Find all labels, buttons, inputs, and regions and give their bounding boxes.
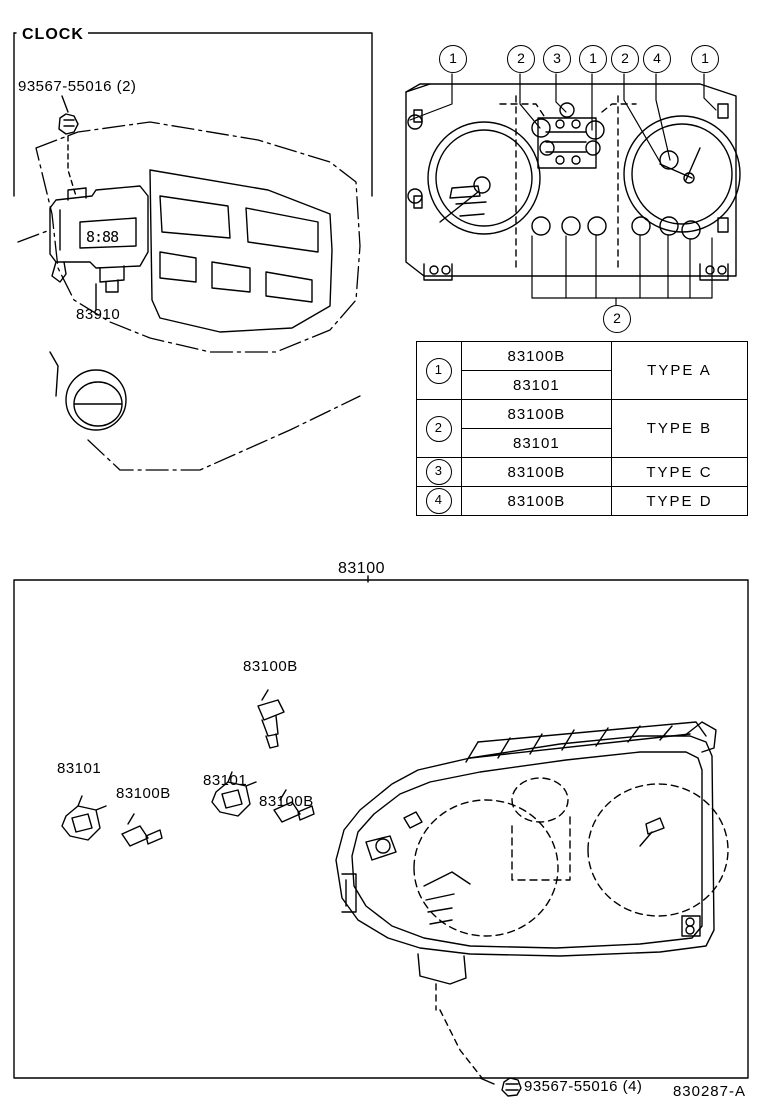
table-row xyxy=(417,400,748,429)
callout-3: 3 xyxy=(543,45,571,73)
clock-lcd-display: 8:88 xyxy=(86,228,119,246)
clock-section-title: CLOCK xyxy=(18,26,88,44)
table-part-number: 83101 xyxy=(461,371,611,400)
table-row-number: 3 xyxy=(417,458,462,487)
table-part-number: 83100B xyxy=(461,458,611,487)
figure-code: 830287-A xyxy=(672,1083,746,1100)
bulb-top-label: 83100B xyxy=(243,658,298,675)
callout-1-a: 1 xyxy=(439,45,467,73)
callout-4: 4 xyxy=(643,45,671,73)
table-row-number: 1 xyxy=(417,342,462,400)
cluster-assembly-label: 83100 xyxy=(338,560,385,577)
table-part-number: 83101 xyxy=(461,429,611,458)
table-type: TYPE D xyxy=(611,487,747,516)
table-part-number: 83100B xyxy=(461,487,611,516)
table-row xyxy=(417,487,748,516)
table-row xyxy=(417,458,748,487)
clock-part-label: 83910 xyxy=(76,306,121,323)
socket-mid-label: 83101 xyxy=(203,772,248,789)
bulb-left-label: 83100B xyxy=(116,785,171,802)
socket-left-label: 83101 xyxy=(57,760,102,777)
cluster-housing xyxy=(336,722,728,1084)
lower-section-frame xyxy=(14,580,748,1078)
clock-screw xyxy=(59,96,78,196)
table-type: TYPE A xyxy=(611,342,747,400)
cluster-screw-label: 93567-55016 (4) xyxy=(524,1078,643,1095)
callout-2-bottom: 2 xyxy=(603,305,631,333)
dash-panel-inner xyxy=(150,170,332,332)
table-row-number: 2 xyxy=(417,400,462,458)
bulb-socket-markers xyxy=(408,103,700,239)
type-reference-table xyxy=(416,341,748,516)
table-row-number: 4 xyxy=(417,487,462,516)
callout-2-a: 2 xyxy=(507,45,535,73)
callout-1-c: 1 xyxy=(691,45,719,73)
cluster-callout-leaders xyxy=(410,74,716,306)
bulb-mid-label: 83100B xyxy=(259,793,314,810)
callout-2-b: 2 xyxy=(611,45,639,73)
table-type: TYPE B xyxy=(611,400,747,458)
table-type: TYPE C xyxy=(611,458,747,487)
table-row xyxy=(417,342,748,371)
clock-unit xyxy=(18,186,148,292)
table-part-number: 83100B xyxy=(461,342,611,371)
table-part-number: 83100B xyxy=(461,400,611,429)
callout-1-b: 1 xyxy=(579,45,607,73)
dash-lower-leader xyxy=(88,396,360,470)
cluster-mount-screw xyxy=(502,1078,521,1096)
clock-screw-label: 93567-55016 (2) xyxy=(18,78,137,95)
dash-vent-knob xyxy=(50,352,126,430)
